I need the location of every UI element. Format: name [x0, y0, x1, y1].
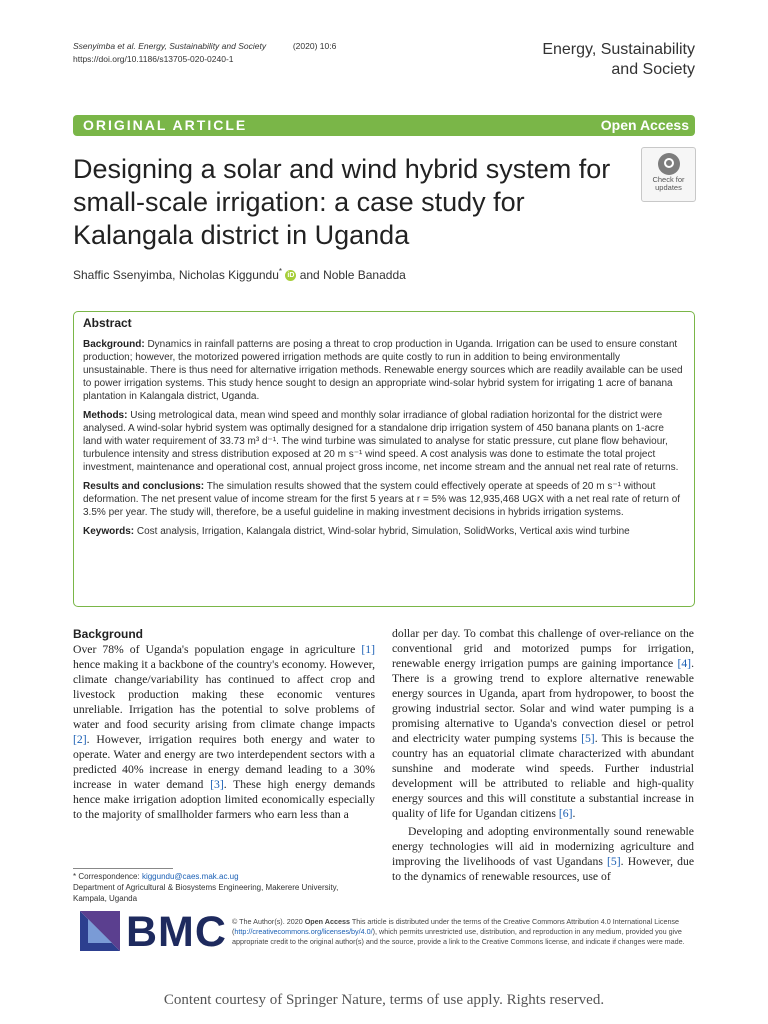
- background-heading: Background: [73, 627, 144, 641]
- abstract-results-label: Results and conclusions:: [83, 481, 205, 492]
- check-updates-line1: Check for: [652, 175, 685, 184]
- license-part: ), which permits unrestricted use, distribution, and reproduction in any medium, provided you give appropriate credit to the original author(s) and the source, provide a link to the Creative Commons license, and indicate if changes were made.: [232, 927, 685, 946]
- body-text: Developing and adopting environmentally sound renewable energy technologies will aid in modernizing agriculture and improving the livelihoods of vast Ugandans: [392, 825, 694, 868]
- abstract-background: [83, 338, 685, 403]
- background-paragraph-2: [392, 824, 694, 884]
- citation-ref-4[interactable]: [4]: [677, 657, 692, 670]
- body-text: . There is a growing trend to explore alternative renewable energy sources in Uganda, apart from hydropower, to boost the growing industrial sector. Solar and wind water pumping is a promising alternative to Uganda's convection diesel or petrol and electricity water pumping systems: [392, 657, 694, 745]
- article-type-banner: [73, 115, 695, 136]
- courtesy-notice: Content courtesy of Springer Nature, terms of use apply. Rights reserved.: [163, 992, 605, 1008]
- body-text: dollar per day. To combat this challenge of over-reliance on the conventional grid and motorized pumps for irrigation, renewable energy irrigation pumps are gaining importance: [392, 627, 694, 670]
- body-left-column: [73, 626, 375, 822]
- license-part: © The Author(s). 2020: [232, 917, 305, 926]
- citation-ref-2[interactable]: [2]: [73, 733, 87, 746]
- background-paragraph-1-cont: [392, 626, 694, 821]
- correspondence-label: * Correspondence:: [73, 872, 142, 881]
- body-right-column: [392, 626, 694, 884]
- license-text: [232, 917, 692, 947]
- abstract-background-label: Background:: [83, 339, 145, 350]
- article-type-label: ORIGINAL ARTICLE: [83, 117, 248, 133]
- correspondence-line: [73, 871, 373, 882]
- article-title: Designing a solar and wind hybrid system for small-scale irrigation: a case study for Kalangala district in Uganda: [73, 154, 611, 250]
- abstract-keywords: [83, 525, 685, 538]
- authors-first: Shaffic Ssenyimba, Nicholas Kiggundu: [73, 268, 279, 282]
- authors-last: and Noble Banadda: [296, 268, 406, 282]
- abstract-methods-text: Using metrological data, mean wind speed and monthly solar irradiance of global radiation horizontal for the district were analysed. A wind-solar hybrid system was optimally designed for a standalone drip irrigation system of 450 banana plants on 1-acre land with water requirement of 33.73 m³ d⁻¹. The wind turbine was simulated to analyse for static pressure, cut plane flow behaviour, turbulence intensity and stress distribution exposed at 20 m s⁻¹ wind speed. A cost analysis was done to estimate the total project investment, maintenance and operational cost, annual project gross income, net income stream and the annual net real rate of returns.: [83, 410, 679, 473]
- abstract-methods-label: Methods:: [83, 410, 128, 421]
- body-text: . These high energy demands hence make irrigation adoption limited economically especially to the majority of smallholder farmers who earn less than a: [73, 778, 375, 821]
- correspondence-email-link[interactable]: kiggundu@caes.mak.ac.ug: [141, 872, 239, 881]
- citation-ref-3[interactable]: [3]: [210, 778, 224, 791]
- license-part: This article is distributed under the terms of the Creative Commons Attribution 4.0 International License (: [232, 917, 680, 936]
- affiliation: Department of Agricultural & Biosystems Engineering, Makerere University, Kampala, Uganda: [73, 883, 339, 903]
- citation-ref-6[interactable]: [6]: [558, 807, 573, 820]
- citation-header: [73, 40, 336, 53]
- check-for-updates-button[interactable]: [641, 147, 696, 202]
- body-text: hence making it a backbone of the country's economy. However, climate change/variability has continued to affect crop and livestock production making these economic ventures unreliable. Irrigation has the potential to solve problems of water and food security arising from climate change impacts: [73, 658, 375, 731]
- journal-name: [542, 40, 695, 80]
- footnote: [73, 871, 373, 904]
- keywords-text: Cost analysis, Irrigation, Kalangala district, Wind-solar hybrid, Simulation, SolidWorks, Vertical axis wind turbine: [134, 526, 630, 537]
- body-text: Over 78% of Uganda's population engage in agriculture: [73, 643, 362, 656]
- journal-name-line1: Energy, Sustainability: [542, 41, 695, 58]
- abstract-box: [73, 311, 695, 607]
- abstract-results: [83, 480, 685, 519]
- abstract-background-text: Dynamics in rainfall patterns are posing a threat to crop production in Uganda. Irrigation can be used to ensure constant production; however, the motorized powered irrigation methods are quite costly to run in addition to being environmentally unsustainable. There is thus need for alternative irrigation methods. Renewable energy sources which are readily available can be used to power irrigation systems. This study hence sought to design an appropriate wind-solar hybrid system for irrigating 1 acre of banana plantation in Kalangala district, Uganda.: [83, 339, 683, 402]
- citation: Ssenyimba et al. Energy, Sustainability and Society: [73, 41, 267, 51]
- journal-name-line2: and Society: [611, 61, 695, 78]
- corresponding-mark: *: [278, 267, 283, 276]
- background-paragraph-1: [73, 642, 375, 822]
- check-updates-line2: updates: [655, 183, 682, 192]
- orcid-icon[interactable]: iD: [287, 272, 295, 280]
- open-access-label: Open Access: [600, 117, 689, 133]
- year-issue: (2020) 10:6: [292, 41, 337, 51]
- bmc-logo-text: BMC: [126, 908, 227, 956]
- license-url-link[interactable]: http://creativecommons.org/licenses/by/4.0/: [234, 927, 373, 936]
- doi-link[interactable]: https://doi.org/10.1186/s13705-020-0240-1: [73, 54, 234, 64]
- body-text: . However, irrigation requires both energy and water to operate. Water and energy are two interdependent sectors with a predicted 40% increase in energy demand leading to a 30% increase in water demand: [73, 733, 375, 791]
- body-text: . However, due to the dynamics of renewable resources, use of: [392, 855, 695, 883]
- author-list: [73, 267, 406, 282]
- citation-ref-5[interactable]: [5]: [581, 732, 595, 745]
- abstract-heading: Abstract: [83, 316, 132, 330]
- abstract-results-text: The simulation results showed that the system could effectively operate at speeds of 20 m s⁻¹ without deformation. The net present value of income stream for the first 5 years at r = 5% was 12,935,468 UGX with a net real rate of return of 3.5% per year. The study will, therefore, be a useful guideline in making investment decisions in hybrids irrigation systems.: [83, 481, 681, 518]
- body-text: .: [572, 807, 576, 820]
- abstract-methods: [83, 409, 685, 474]
- keywords-label: Keywords:: [83, 526, 135, 537]
- bmc-logo-icon: [80, 911, 120, 951]
- citation-ref-5b[interactable]: [5]: [607, 855, 621, 868]
- check-updates-icon: [658, 153, 680, 175]
- license-open-access: Open Access: [304, 917, 350, 926]
- footnote-divider: [73, 868, 173, 869]
- body-text: . This is because the country has an equatorial climate characterized with abundant sunshine and moderate wind speeds. Further industrial development will be attributed to reliable and high-quality energy sources and this will constitute a substantial increase in quality of life for Ugandan citizens: [392, 732, 694, 820]
- citation-ref-1[interactable]: [1]: [361, 643, 375, 656]
